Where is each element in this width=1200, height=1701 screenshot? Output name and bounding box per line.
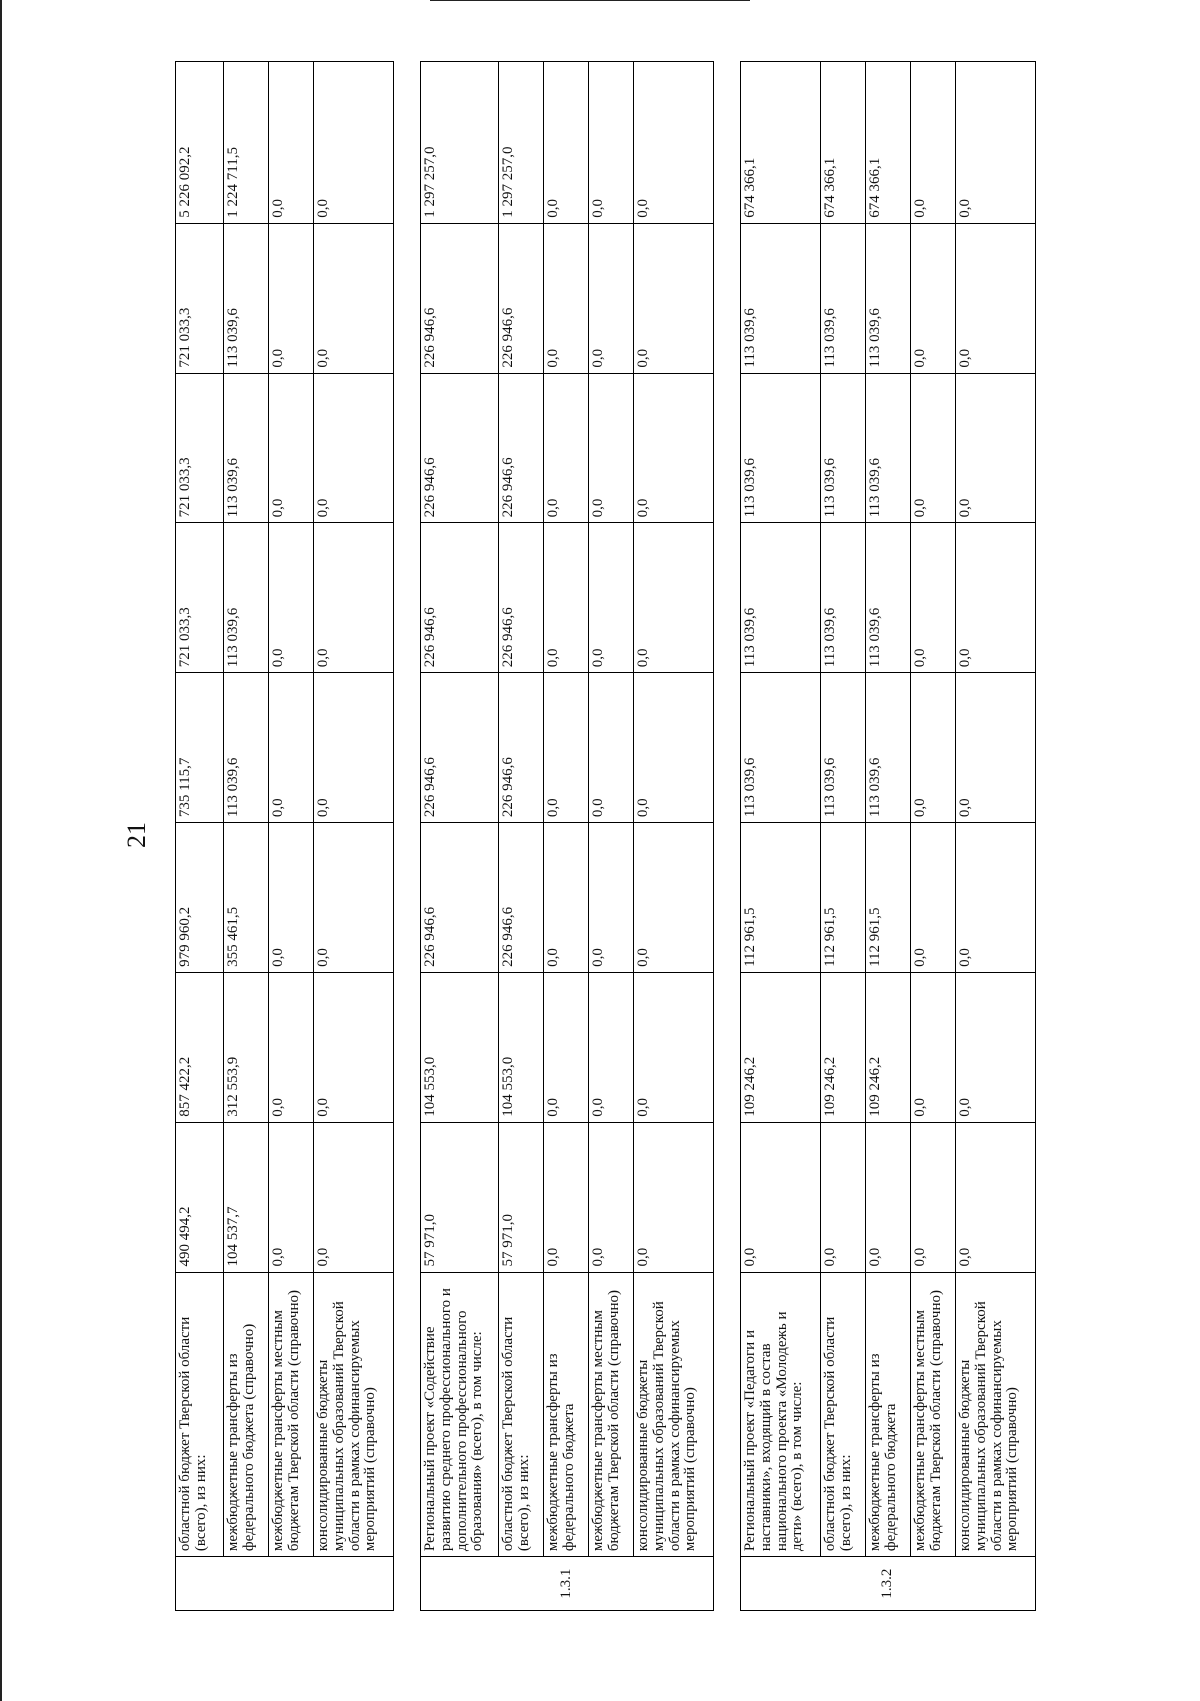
value-cell: 0,0 — [634, 673, 714, 823]
total-cell: 1 297 257,0 — [499, 62, 544, 224]
value-cell: 113 039,6 — [224, 223, 269, 373]
value-cell: 0,0 — [544, 673, 589, 823]
value-cell: 112 961,5 — [741, 823, 821, 973]
value-cell: 0,0 — [314, 223, 394, 373]
value-cell: 0,0 — [269, 373, 314, 523]
table-row — [224, 62, 269, 1611]
value-cell: 0,0 — [314, 673, 394, 823]
value-cell: 226 946,6 — [421, 823, 499, 973]
value-cell: 0,0 — [269, 673, 314, 823]
total-cell: 674 366,1 — [741, 62, 821, 224]
value-cell: 0,0 — [956, 1122, 1036, 1272]
total-cell: 0,0 — [911, 62, 956, 224]
value-cell: 113 039,6 — [821, 223, 866, 373]
value-cell: 113 039,6 — [224, 523, 269, 673]
value-cell: 0,0 — [911, 1122, 956, 1272]
value-cell: 0,0 — [544, 1122, 589, 1272]
value-cell: 312 553,9 — [224, 972, 269, 1122]
value-cell: 113 039,6 — [224, 673, 269, 823]
row-label: межбюджетные трансферты местным бюджетам Тверской области (справочно) — [269, 1272, 314, 1557]
value-cell: 0,0 — [314, 972, 394, 1122]
value-cell: 0,0 — [589, 373, 634, 523]
value-cell: 0,0 — [314, 823, 394, 973]
total-cell: 0,0 — [314, 62, 394, 224]
value-cell: 0,0 — [269, 823, 314, 973]
value-cell: 226 946,6 — [499, 673, 544, 823]
value-cell: 0,0 — [634, 823, 714, 973]
value-cell: 57 971,0 — [499, 1122, 544, 1272]
budget-table-block — [740, 61, 1036, 1611]
value-cell: 0,0 — [589, 1122, 634, 1272]
value-cell: 0,0 — [269, 1122, 314, 1272]
table-row — [956, 62, 1036, 1611]
value-cell: 0,0 — [544, 523, 589, 673]
table-row — [544, 62, 589, 1611]
table-row — [499, 62, 544, 1611]
row-label: консолидированные бюджеты муниципальных образований Тверской области в рамках софинансируемых мероприятий (справочно) — [634, 1272, 714, 1557]
value-cell: 0,0 — [589, 223, 634, 373]
value-cell: 979 960,2 — [176, 823, 224, 973]
total-cell: 674 366,1 — [821, 62, 866, 224]
value-cell: 109 246,2 — [866, 972, 911, 1122]
row-label: межбюджетные трансферты местным бюджетам Тверской области (справочно) — [911, 1272, 956, 1557]
value-cell: 721 033,3 — [176, 523, 224, 673]
value-cell: 113 039,6 — [741, 373, 821, 523]
value-cell: 0,0 — [741, 1122, 821, 1272]
table-row — [589, 62, 634, 1611]
value-cell: 226 946,6 — [499, 823, 544, 973]
value-cell: 113 039,6 — [866, 223, 911, 373]
total-cell: 0,0 — [544, 62, 589, 224]
value-cell: 0,0 — [866, 1122, 911, 1272]
table-row — [314, 62, 394, 1611]
budget-table-block — [175, 61, 394, 1611]
table-row — [269, 62, 314, 1611]
row-label: межбюджетные трансферты из федерального бюджета — [544, 1272, 589, 1557]
value-cell: 0,0 — [956, 373, 1036, 523]
item-number — [176, 1557, 394, 1611]
table-row — [421, 62, 499, 1611]
value-cell: 721 033,3 — [176, 223, 224, 373]
row-label: консолидированные бюджеты муниципальных образований Тверской области в рамках софинансируемых мероприятий (справочно) — [314, 1272, 394, 1557]
value-cell: 0,0 — [956, 972, 1036, 1122]
value-cell: 112 961,5 — [821, 823, 866, 973]
value-cell: 113 039,6 — [821, 373, 866, 523]
value-cell: 113 039,6 — [741, 223, 821, 373]
value-cell: 0,0 — [314, 523, 394, 673]
value-cell: 226 946,6 — [499, 223, 544, 373]
value-cell: 113 039,6 — [821, 673, 866, 823]
value-cell: 104 553,0 — [421, 972, 499, 1122]
value-cell: 226 946,6 — [421, 523, 499, 673]
value-cell: 0,0 — [911, 523, 956, 673]
value-cell: 0,0 — [544, 373, 589, 523]
total-cell: 0,0 — [589, 62, 634, 224]
value-cell: 721 033,3 — [176, 373, 224, 523]
value-cell: 0,0 — [911, 972, 956, 1122]
value-cell: 0,0 — [269, 523, 314, 673]
row-label: консолидированные бюджеты муниципальных образований Тверской области в рамках софинансируемых мероприятий (справочно) — [956, 1272, 1036, 1557]
value-cell: 113 039,6 — [866, 673, 911, 823]
value-cell: 112 961,5 — [866, 823, 911, 973]
row-label: межбюджетные трансферты из федерального бюджета — [866, 1272, 911, 1557]
value-cell: 104 537,7 — [224, 1122, 269, 1272]
row-label: Региональный проект «Педагоги и наставники», входящий в состав национального проекта «Молодежь и дети» (всего), в том числе: — [741, 1272, 821, 1557]
table-row — [821, 62, 866, 1611]
table-row — [911, 62, 956, 1611]
value-cell: 0,0 — [821, 1122, 866, 1272]
value-cell: 0,0 — [544, 823, 589, 973]
total-cell: 1 224 711,5 — [224, 62, 269, 224]
value-cell: 104 553,0 — [499, 972, 544, 1122]
value-cell: 0,0 — [956, 223, 1036, 373]
value-cell: 0,0 — [314, 1122, 394, 1272]
value-cell: 226 946,6 — [499, 373, 544, 523]
value-cell: 57 971,0 — [421, 1122, 499, 1272]
total-cell: 5 226 092,2 — [176, 62, 224, 224]
item-number: 1.3.1 — [421, 1557, 714, 1611]
total-cell: 1 297 257,0 — [421, 62, 499, 224]
value-cell: 226 946,6 — [499, 523, 544, 673]
value-cell: 735 115,7 — [176, 673, 224, 823]
value-cell: 0,0 — [911, 823, 956, 973]
budget-tables — [175, 61, 1062, 1611]
value-cell: 113 039,6 — [821, 523, 866, 673]
value-cell: 0,0 — [956, 673, 1036, 823]
value-cell: 113 039,6 — [866, 373, 911, 523]
row-label: областной бюджет Тверской области (всего), из них: — [499, 1272, 544, 1557]
value-cell: 0,0 — [634, 373, 714, 523]
value-cell: 0,0 — [269, 972, 314, 1122]
total-cell: 0,0 — [956, 62, 1036, 224]
value-cell: 0,0 — [634, 1122, 714, 1272]
value-cell: 113 039,6 — [741, 673, 821, 823]
value-cell: 857 422,2 — [176, 972, 224, 1122]
value-cell: 0,0 — [956, 523, 1036, 673]
value-cell: 113 039,6 — [224, 373, 269, 523]
value-cell: 0,0 — [589, 823, 634, 973]
value-cell: 0,0 — [956, 823, 1036, 973]
value-cell: 0,0 — [544, 972, 589, 1122]
row-label: Региональный проект «Содействие развитию среднего профессионального и дополнительного профессионального образования» (всего), в том числе: — [421, 1272, 499, 1557]
value-cell: 0,0 — [634, 972, 714, 1122]
table-row — [634, 62, 714, 1611]
value-cell: 109 246,2 — [821, 972, 866, 1122]
row-label: областной бюджет Тверской области (всего), из них: — [176, 1272, 224, 1557]
total-cell: 674 366,1 — [866, 62, 911, 224]
total-cell: 0,0 — [634, 62, 714, 224]
total-cell: 0,0 — [269, 62, 314, 224]
value-cell: 226 946,6 — [421, 223, 499, 373]
value-cell: 113 039,6 — [741, 523, 821, 673]
value-cell: 0,0 — [269, 223, 314, 373]
row-label: межбюджетные трансферты местным бюджетам Тверской области (справочно) — [589, 1272, 634, 1557]
table-row — [741, 62, 821, 1611]
value-cell: 0,0 — [544, 223, 589, 373]
value-cell: 226 946,6 — [421, 373, 499, 523]
value-cell: 0,0 — [589, 523, 634, 673]
row-label: межбюджетные трансферты из федерального бюджета (справочно) — [224, 1272, 269, 1557]
value-cell: 0,0 — [314, 373, 394, 523]
value-cell: 490 494,2 — [176, 1122, 224, 1272]
value-cell: 0,0 — [911, 673, 956, 823]
value-cell: 113 039,6 — [866, 523, 911, 673]
value-cell: 0,0 — [589, 972, 634, 1122]
value-cell: 0,0 — [589, 673, 634, 823]
table-row — [866, 62, 911, 1611]
value-cell: 0,0 — [911, 373, 956, 523]
value-cell: 109 246,2 — [741, 972, 821, 1122]
page-number: 21 — [122, 822, 151, 848]
value-cell: 0,0 — [911, 223, 956, 373]
value-cell: 0,0 — [634, 523, 714, 673]
value-cell: 226 946,6 — [421, 673, 499, 823]
item-number: 1.3.2 — [741, 1557, 1036, 1611]
value-cell: 355 461,5 — [224, 823, 269, 973]
row-label: областной бюджет Тверской области (всего), из них: — [821, 1272, 866, 1557]
table-row — [176, 62, 224, 1611]
budget-table-block — [420, 61, 714, 1611]
value-cell: 0,0 — [634, 223, 714, 373]
